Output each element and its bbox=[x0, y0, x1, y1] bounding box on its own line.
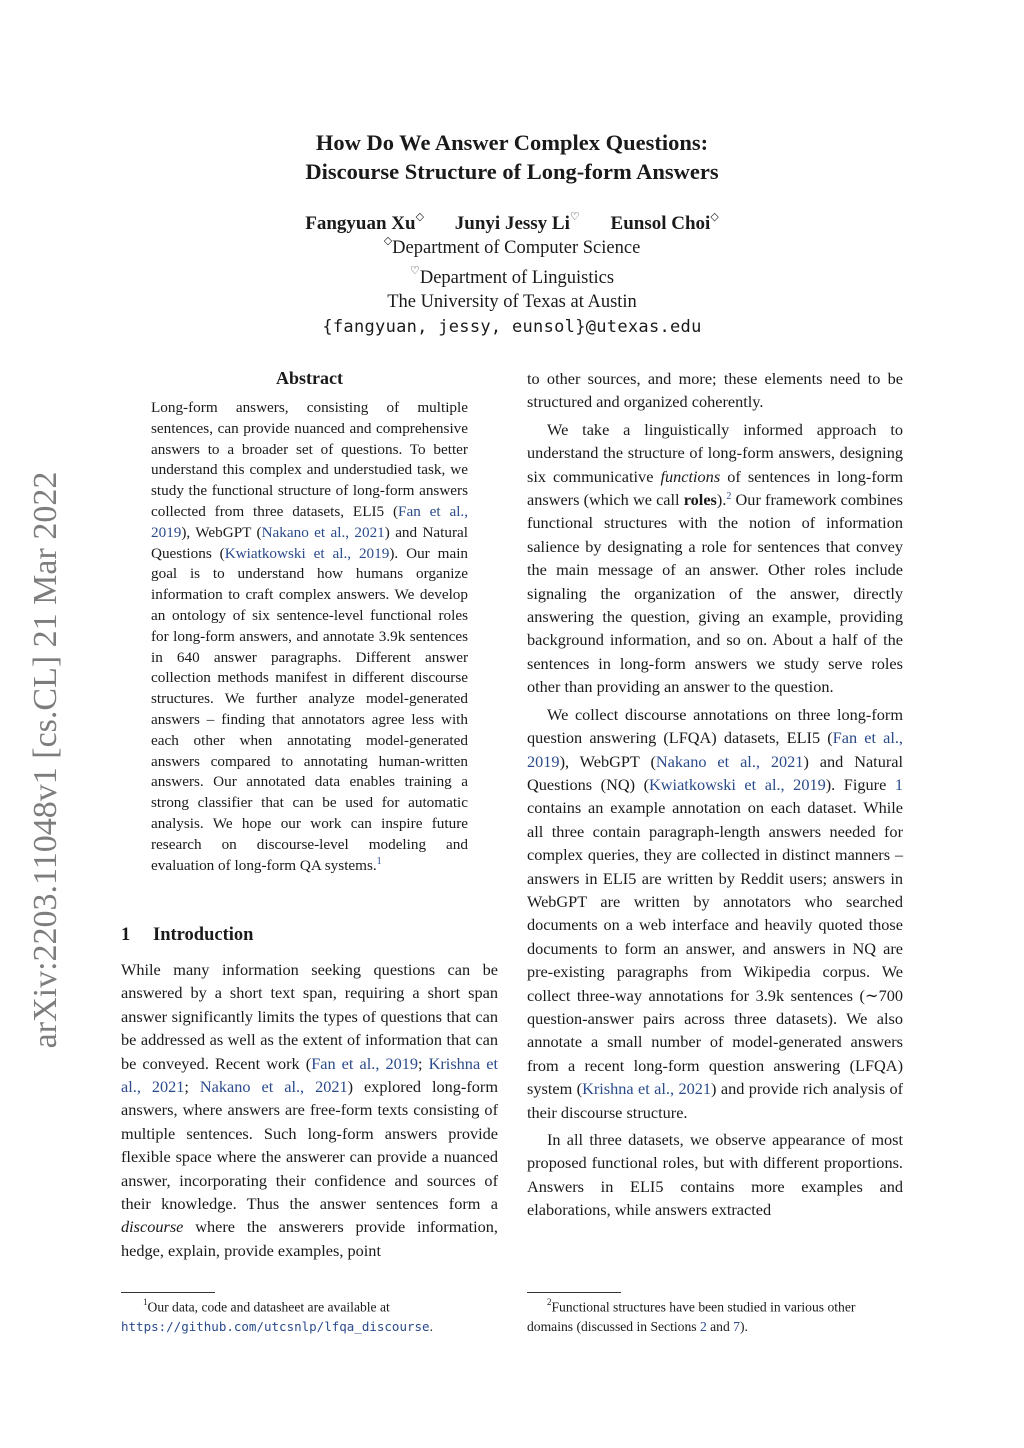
paragraph bbox=[527, 703, 903, 1124]
abstract-text bbox=[151, 398, 468, 876]
emphasis: discourse bbox=[121, 1217, 184, 1237]
body-span: While many information seeking questions can be answered by a short text span, requiring a short span answer significantly limits the types of questions that can be addressed as well as the extent of information that can be conveyed. Recent work ( bbox=[121, 960, 498, 1073]
abstract-heading: Abstract bbox=[276, 368, 343, 388]
body-span: ; bbox=[184, 1077, 200, 1097]
footnote-text: and bbox=[706, 1318, 734, 1334]
paper-title bbox=[0, 128, 1024, 186]
author-name: Fangyuan Xu bbox=[305, 213, 416, 235]
footnote-text: . bbox=[429, 1318, 433, 1334]
footnote-text: ). bbox=[739, 1318, 748, 1334]
body-span: ) explored long-form answers, where answers are free-form texts consisting of multiple sentences. Such long-form answers provide flexible space where the answerer can provide a nuanced answer, incorporating their confidence and sources of their knowledge. Thus the answer sentences form a bbox=[121, 1077, 498, 1214]
footnote-2-link[interactable]: 2 bbox=[726, 491, 732, 503]
heart-mark: ♡ bbox=[569, 211, 580, 223]
footnote-1 bbox=[121, 1294, 498, 1336]
body-span: contains an example annotation on each dataset. While all three contain paragraph-length answers needed for complex queries, they are collected in distinct manners – answers in ELI5 are written by Reddit users; answers in WebGPT are written by annotators who searched documents on a web interface and heavily quoted those documents to form an answer, and answers in NQ are pre-existing paragraphs from Wikipedia corpus. We collect three-way annotations for 3.9k sentences (∼700 question-answer pairs across three datasets). We also annotate a small number of model-generated answers from a recent long-form question answering (LFQA) system ( bbox=[527, 798, 903, 1099]
body-span: ), WebGPT ( bbox=[559, 751, 656, 771]
footnote-rule bbox=[121, 1292, 215, 1293]
body-span: ). Figure bbox=[825, 774, 895, 794]
author-name: Eunsol Choi bbox=[610, 213, 711, 235]
citation-link[interactable]: Fan et al., 2019 bbox=[311, 1053, 419, 1073]
body-span: where the answerers provide information, hedge, explain, provide examples, point bbox=[121, 1217, 498, 1260]
citation-link[interactable]: Fan et al., 2019 bbox=[151, 502, 469, 541]
abstract-span: ). Our main goal is to understand how humans organize information to craft complex answers. We develop an ontology of six sentence-level functional roles for long-form answers, and annotate 3.9k sentences in 640 answer paragraphs. Different answer collection methods manifest in different discourse structures. We further analyze model-generated answers – finding that annotators agree less with each other when annotating model-generated answers compared to annotating human-written answers. Our annotated data enables training a strong classifier that can be used for automatic analysis. We hope our work can inspire future research on discourse-level modeling and evaluation of long-form QA systems. bbox=[151, 544, 469, 874]
affiliation-ling bbox=[0, 261, 1024, 291]
footnote-number: 2 bbox=[547, 1297, 552, 1307]
abstract-span: Long-form answers, consisting of multiple sentences, can provide nuanced and comprehensive answers to a broader set of questions. To better understand this complex and understudied task, we study the functional structure of long-form answers collected from three datasets, ELI5 ( bbox=[151, 399, 468, 520]
body-span: ) and provide rich analysis of their discourse structure. bbox=[527, 1079, 904, 1122]
repository-link[interactable]: https://github.com/utcsnlp/lfqa_discourse bbox=[121, 1318, 430, 1334]
abstract-span: ) and Natural Questions ( bbox=[151, 523, 469, 562]
arxiv-identifier: arXiv:2203.11048v1 [cs.CL] 21 Mar 2022 bbox=[27, 471, 64, 1049]
abstract-span: ), WebGPT ( bbox=[181, 523, 262, 541]
university: The University of Texas at Austin bbox=[387, 292, 637, 313]
body-span: ; bbox=[418, 1053, 429, 1073]
body-span: of sentences in long-form answers (which we call bbox=[527, 466, 903, 510]
footnote-number: 1 bbox=[143, 1297, 148, 1307]
title-line-2: Discourse Structure of Long-form Answers bbox=[305, 159, 719, 184]
body-span: In all three datasets, we observe appearance of most proposed functional roles, but with different proportions. Answers in ELI5 contains more examples and elaborations, while answers extracted bbox=[527, 1130, 903, 1220]
body-span: Our framework combines functional structures with the notion of information salience by designating a role for sentences that convey the main message of an answer. Other roles include signaling the organization of the answer, directly answering the question, giving an example, providing background information, and so on. About a half of the sentences in long-form answers we study serve roles other than providing an answer to the question. bbox=[527, 490, 903, 697]
footnote-rule bbox=[527, 1292, 621, 1293]
affiliation-text: Department of Computer Science bbox=[392, 238, 641, 259]
affiliation-cs bbox=[0, 231, 1024, 261]
section-link[interactable]: 2 bbox=[699, 1318, 707, 1334]
paragraph bbox=[527, 367, 903, 414]
section-heading-introduction bbox=[121, 923, 253, 947]
figure-link[interactable]: 1 bbox=[894, 774, 904, 794]
intro-right-text bbox=[527, 367, 903, 1222]
body-span: We collect discourse annotations on three long-form question answering (LFQA) datasets, ELI5 ( bbox=[527, 704, 903, 748]
citation-link[interactable]: Nakano et al., 2021 bbox=[261, 523, 385, 541]
citation-link[interactable]: Nakano et al., 2021 bbox=[199, 1077, 348, 1097]
section-link[interactable]: 7 bbox=[733, 1318, 740, 1334]
intro-left-text bbox=[121, 958, 498, 1262]
footnote-text: Functional structures have been studied in various other domains (discussed in Sections bbox=[527, 1299, 856, 1334]
body-span: ) and Natural Questions (NQ) ( bbox=[527, 751, 904, 794]
affiliations bbox=[0, 231, 1024, 339]
heart-mark: ♡ bbox=[409, 264, 420, 277]
section-number: 1 bbox=[121, 925, 131, 945]
citation-link[interactable]: Krishna et al., 2021 bbox=[582, 1079, 712, 1099]
body-span: We take a linguistically informed approach to understand the structure of long-form answers, designing six communicative bbox=[527, 419, 903, 486]
citation-link[interactable]: Nakano et al., 2021 bbox=[655, 751, 804, 771]
diamond-mark: ◇ bbox=[415, 211, 425, 223]
body-span: ). bbox=[716, 490, 727, 510]
paragraph bbox=[527, 418, 903, 699]
citation-link[interactable]: Fan et al., 2019 bbox=[527, 728, 904, 771]
citation-link[interactable]: Krishna et al., 2021 bbox=[121, 1053, 498, 1097]
citation-link[interactable]: Kwiatkowski et al., 2019 bbox=[224, 544, 390, 562]
footnote-2 bbox=[527, 1294, 903, 1336]
section-title: Introduction bbox=[153, 925, 254, 945]
author-name: Junyi Jessy Li bbox=[454, 213, 570, 235]
diamond-mark: ◇ bbox=[383, 235, 393, 247]
body-span: to other sources, and more; these elements need to be structured and organized coherently. bbox=[527, 369, 903, 412]
title-line-1: How Do We Answer Complex Questions: bbox=[315, 130, 709, 155]
footnote-text: Our data, code and datasheet are available at bbox=[147, 1299, 390, 1315]
footnote-1-link[interactable]: 1 bbox=[376, 855, 382, 867]
citation-link[interactable]: Kwiatkowski et al., 2019 bbox=[649, 774, 826, 794]
author-emails: {fangyuan, jessy, eunsol}@utexas.edu bbox=[322, 316, 702, 337]
paragraph bbox=[527, 1128, 903, 1222]
diamond-mark: ◇ bbox=[710, 211, 719, 223]
emphasis: functions bbox=[660, 466, 721, 486]
affiliation-text: Department of Linguistics bbox=[419, 267, 615, 288]
bold-term: roles bbox=[683, 490, 717, 510]
